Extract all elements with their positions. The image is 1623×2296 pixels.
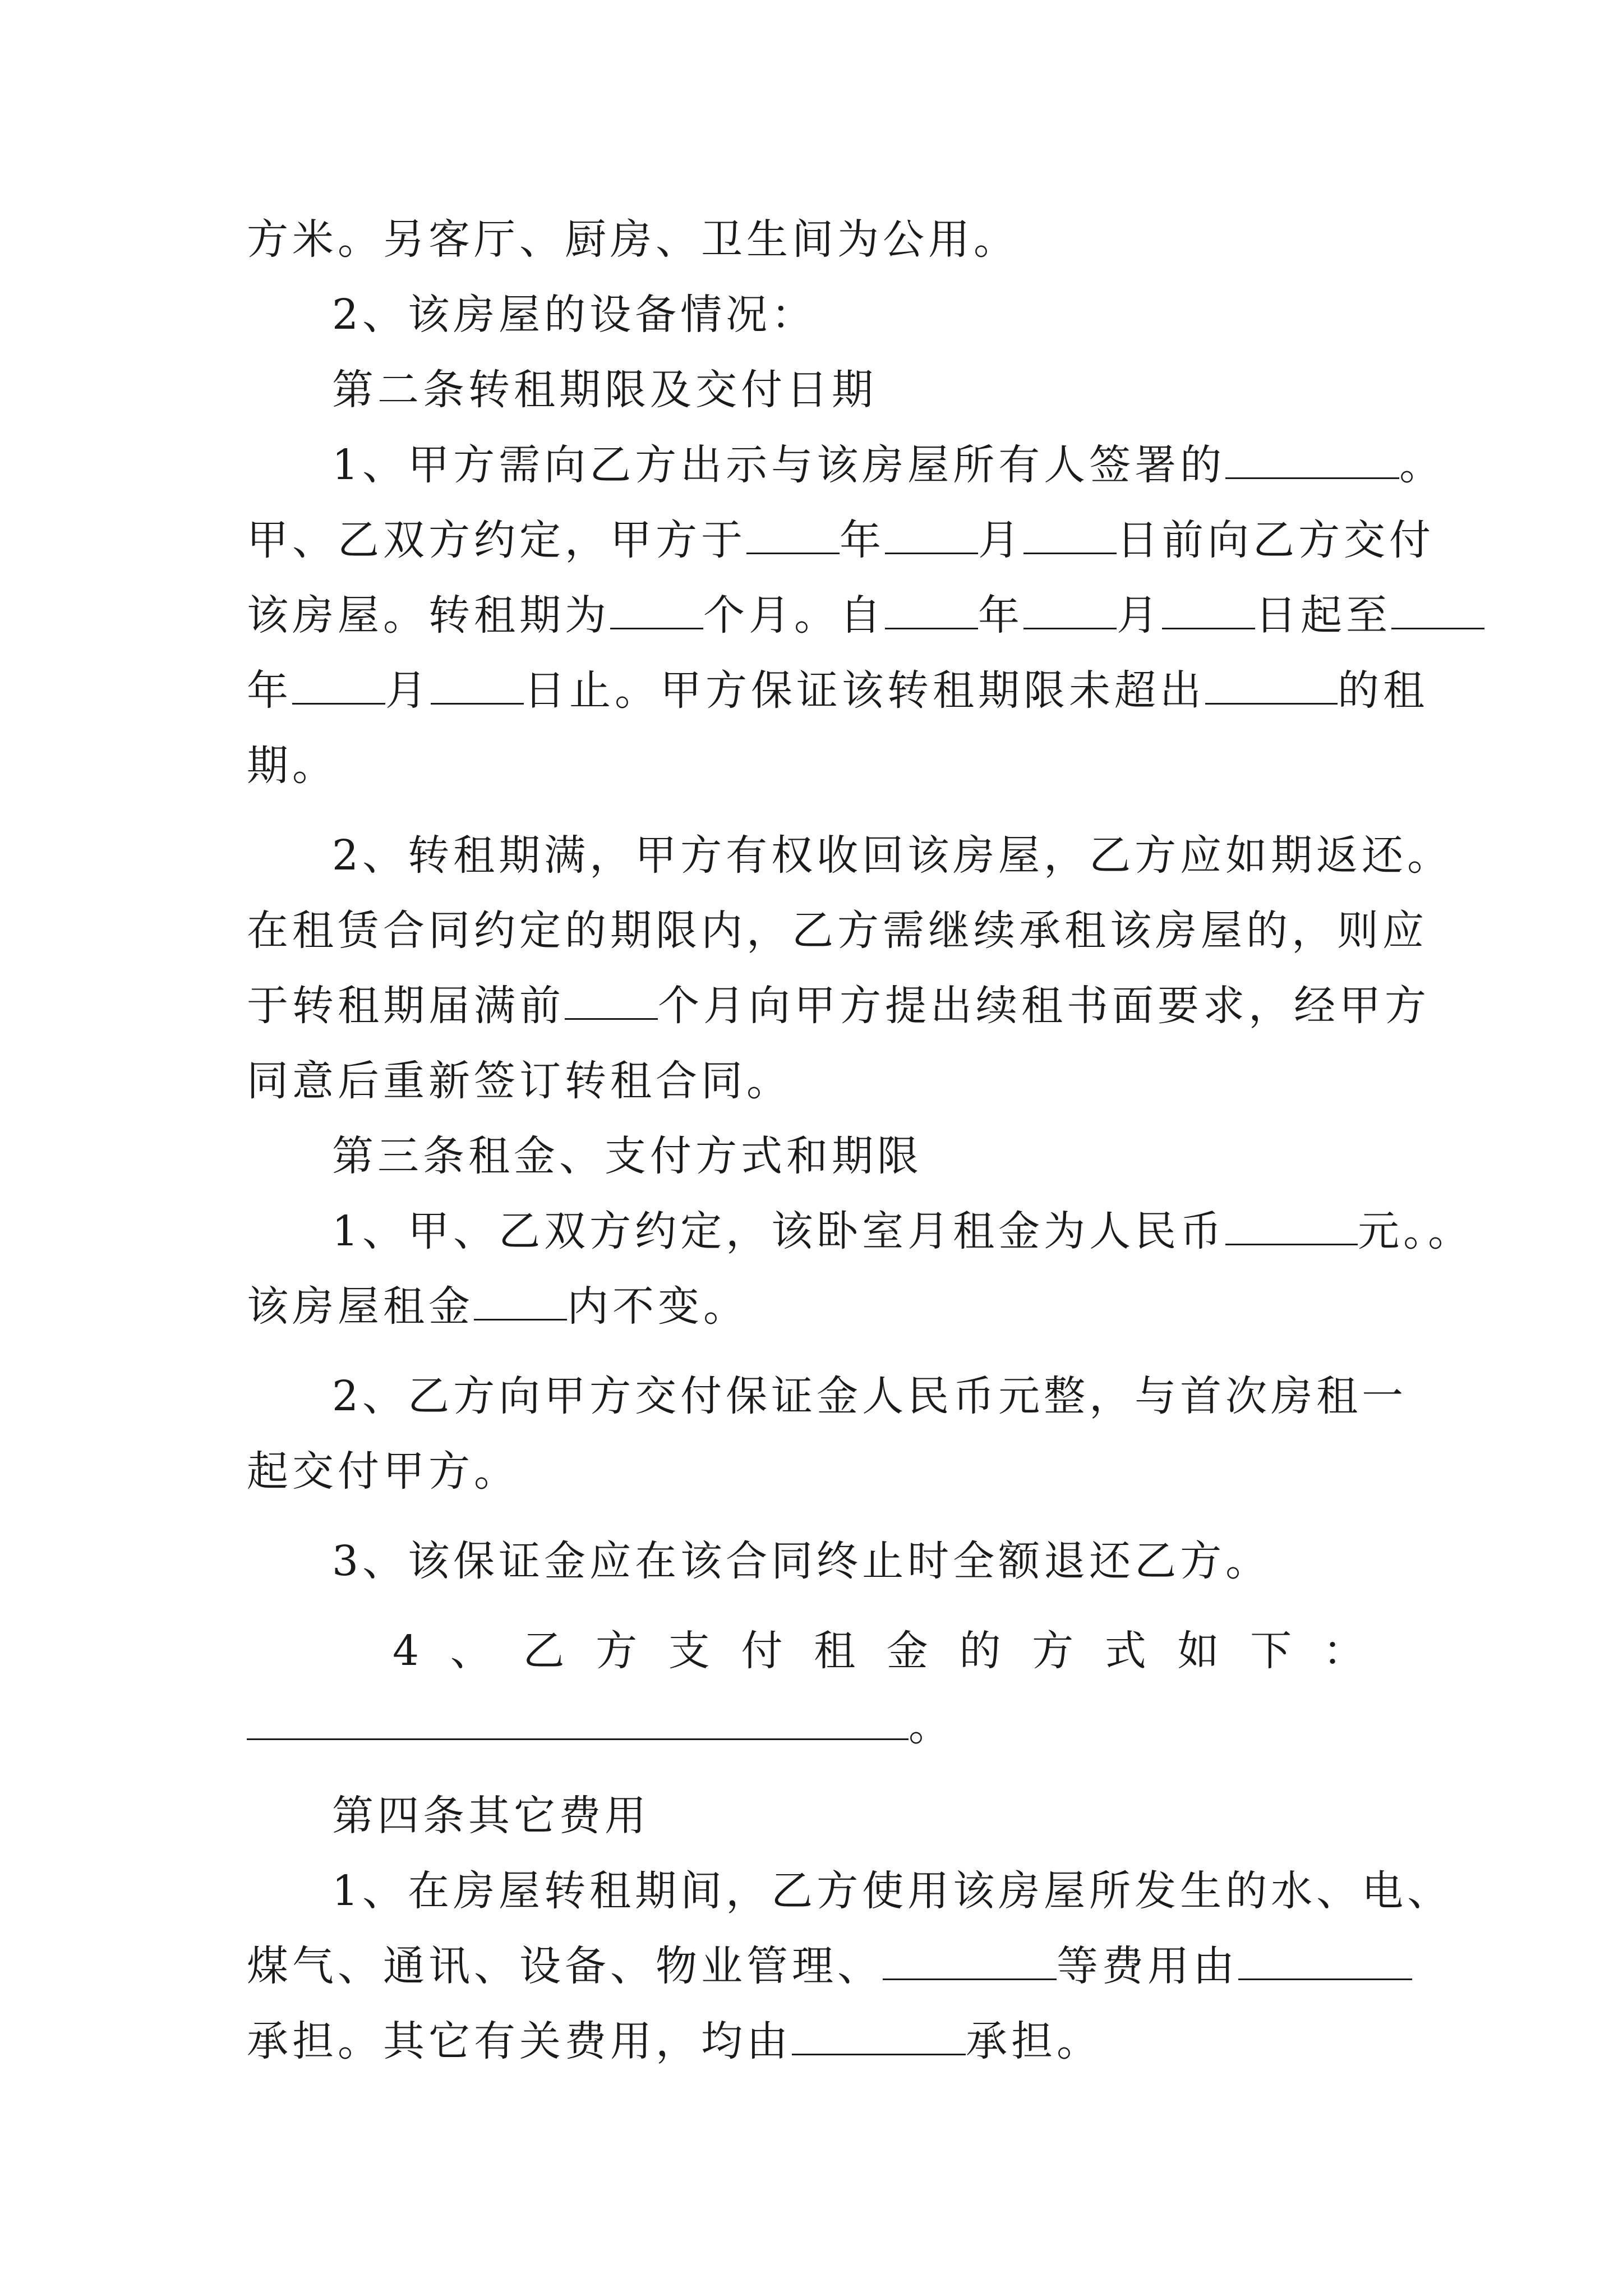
spaced-char: 如 xyxy=(1177,1627,1223,1675)
paragraph-line xyxy=(247,2004,1391,2079)
fill-blank xyxy=(883,1944,1057,1980)
paragraph-line xyxy=(247,968,1430,1043)
section-heading: 第二条转租期限及交付日期 xyxy=(332,366,877,414)
paragraph-line xyxy=(247,427,1445,503)
spaced-char: 租 xyxy=(814,1627,860,1675)
paragraph-line: 2、乙方向甲方交付保证金人民币元整，与首次房租一 xyxy=(332,1372,1408,1420)
text-run: 煤气、通讯、设备、物业管理、 xyxy=(247,1942,883,1990)
fill-blank xyxy=(885,518,978,554)
text-run: 年 xyxy=(840,516,885,564)
text-run: 个月向甲方提出续租书面要求，经甲方 xyxy=(658,982,1430,1030)
section-heading: 第三条租金、支付方式和期限 xyxy=(332,1132,923,1180)
text-run: 月 xyxy=(385,666,431,715)
text-run: 于转租期届满前 xyxy=(247,982,565,1030)
paragraph-line: 1、在房屋转租期间，乙方使用该房屋所发生的水、电、 xyxy=(332,1867,1453,1915)
fill-blank xyxy=(1023,518,1117,554)
paragraph-line: 起交付甲方。 xyxy=(247,1447,519,1496)
spaced-char: 式 xyxy=(1104,1627,1150,1675)
text-run: 。 xyxy=(1399,441,1445,489)
fill-blank xyxy=(1391,593,1484,629)
paragraph-line xyxy=(247,578,1391,653)
text-run: 月 xyxy=(1117,591,1162,639)
paragraph-line xyxy=(247,1269,1391,1344)
text-run: 日止。甲方保证该转租期限未超出 xyxy=(524,666,1205,715)
text-run: 年 xyxy=(978,591,1023,639)
fill-blank xyxy=(1225,1209,1358,1245)
text-run: 个月。自 xyxy=(703,591,885,639)
paragraph-line: 方米。另客厅、厨房、卫生间为公用。 xyxy=(247,215,1019,264)
spaced-char: 的 xyxy=(959,1627,1005,1675)
text-run: 内不变。 xyxy=(567,1282,749,1331)
text-run: 年 xyxy=(247,666,292,715)
paragraph-line: 2、转租期满，甲方有权收回该房屋，乙方应如期返还。 xyxy=(332,831,1453,880)
text-run: 等费用由 xyxy=(1057,1942,1238,1990)
spaced-char: 方 xyxy=(596,1627,642,1675)
fill-blank xyxy=(746,518,840,554)
text-run: 日前向乙方交付 xyxy=(1117,516,1435,564)
fill-blank xyxy=(1238,1944,1412,1980)
spaced-char: 支 xyxy=(668,1627,714,1675)
text-run: 承担。其它有关费用，均由 xyxy=(247,2017,792,2065)
section-heading: 第四条其它费用 xyxy=(332,1792,650,1840)
text-run: 1、甲、乙双方约定，该卧室月租金为人民币 xyxy=(332,1207,1226,1255)
fill-blank xyxy=(1205,668,1338,705)
text-run: 元。。 xyxy=(1358,1207,1474,1255)
paragraph-line: 同意后重新签订转租合同。 xyxy=(247,1057,792,1105)
paragraph-line xyxy=(247,1929,1391,2004)
spaced-char: 方 xyxy=(1032,1627,1078,1675)
fill-blank xyxy=(792,2019,966,2055)
document-body xyxy=(247,202,1474,2079)
justified-line xyxy=(247,1613,1391,1688)
paragraph-line xyxy=(247,653,1428,728)
fill-blank xyxy=(431,668,524,705)
paragraph-line xyxy=(247,503,1435,578)
paragraph-line xyxy=(247,1688,1391,1764)
spaced-char: 付 xyxy=(741,1627,787,1675)
fill-blank xyxy=(1225,443,1399,479)
paragraph-line: 在租赁合同约定的期限内，乙方需继续承租该房屋的，则应 xyxy=(247,907,1428,955)
spaced-char: 、 xyxy=(450,1627,496,1675)
text-run: 该房屋租金 xyxy=(247,1282,474,1331)
paragraph-line: 期。 xyxy=(247,742,338,790)
paragraph-line: 3、该保证金应在该合同终止时全额退还乙方。 xyxy=(332,1537,1271,1585)
fill-blank xyxy=(610,593,703,629)
spaced-char: 4 xyxy=(393,1627,423,1675)
fill-blank xyxy=(292,668,385,705)
spaced-char: 乙 xyxy=(523,1627,569,1675)
text-run: 。 xyxy=(909,1702,954,1750)
spaced-char: 金 xyxy=(886,1627,932,1675)
text-run: 甲、乙双方约定，甲方于 xyxy=(247,516,746,564)
text-run: 月 xyxy=(978,516,1023,564)
text-run: 的租 xyxy=(1338,666,1428,715)
spaced-char: ： xyxy=(1322,1627,1368,1675)
text-run: 承担。 xyxy=(966,2017,1102,2065)
text-run: 该房屋。转租期为 xyxy=(247,591,610,639)
spaced-char: 下 xyxy=(1250,1627,1296,1675)
fill-blank xyxy=(565,983,658,1020)
paragraph-line xyxy=(247,1194,1474,1269)
text-run: 日起至 xyxy=(1255,591,1391,639)
fill-blank xyxy=(1023,593,1117,629)
fill-blank xyxy=(885,593,978,629)
fill-blank xyxy=(1162,593,1255,629)
fill-blank xyxy=(247,1704,909,1740)
text-run: 1、甲方需向乙方出示与该房屋所有人签署的 xyxy=(332,441,1226,489)
paragraph-line: 2、该房屋的设备情况： xyxy=(332,291,817,339)
fill-blank xyxy=(474,1284,567,1320)
